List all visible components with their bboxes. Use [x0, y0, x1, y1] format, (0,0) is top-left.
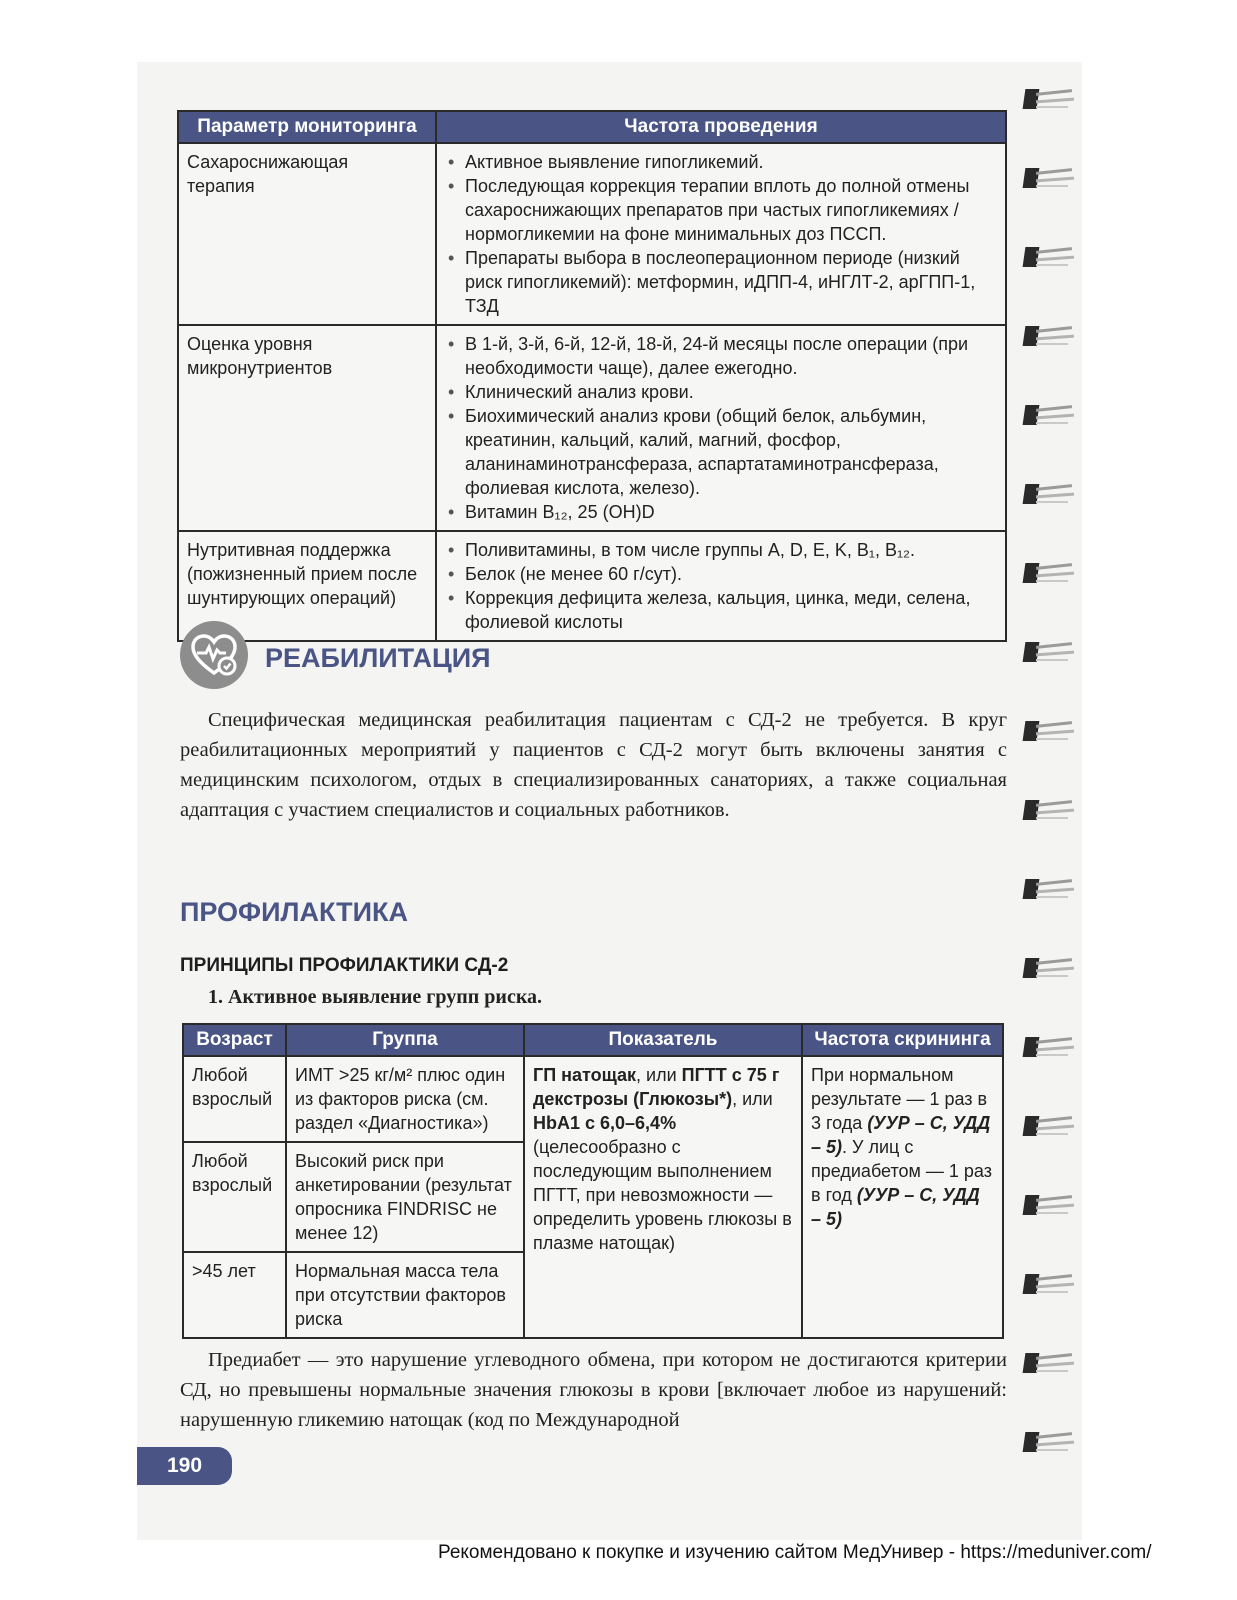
indicator-bold: HbA1 с 6,0–6,4%: [533, 1113, 677, 1133]
spiral-ring: [1022, 322, 1074, 348]
spiral-ring: [1022, 480, 1074, 506]
frequency-cell: [436, 143, 1006, 325]
list-item: • Препараты выбора в послеоперационном периоде (низкий риск гипогликемий): метформин, иДПП-4, иНГЛТ-2, арГПП-1, ТЗД: [465, 246, 997, 318]
heart-pulse-icon: [180, 621, 248, 689]
column-header: Показатель: [524, 1024, 802, 1056]
indicator-text: (целесообразно с последующим выполнением ПГТТ, при невозможности — определить уровень глюкозы в плазме натощак): [533, 1137, 792, 1253]
spiral-ring: [1022, 717, 1074, 743]
frequency-cell: [802, 1056, 1003, 1338]
monitoring-table: [177, 110, 1007, 642]
list-item: • Поливитамины, в том числе группы A, D, E, K, B₁, B₁₂.: [465, 538, 997, 562]
param-line: Оценка уровня: [187, 334, 313, 354]
table-header-row: [183, 1024, 1003, 1056]
spiral-ring: [1022, 875, 1074, 901]
column-header: Параметр мониторинга: [178, 111, 436, 143]
list-item: • Коррекция дефицита железа, кальция, цинка, меди, селена, фолиевой кислоты: [465, 586, 997, 634]
frequency-text: При нормальном результате — 1 раз в 3 года: [811, 1065, 988, 1133]
frequency-text: . У лиц с предиабетом — 1 раз в год: [811, 1137, 992, 1205]
column-header: Группа: [286, 1024, 524, 1056]
spiral-ring: [1022, 954, 1074, 980]
group-cell: Высокий риск при анкетировании (результат опросника FINDRISC не менее 12): [286, 1142, 524, 1252]
param-line: микронутриентов: [187, 358, 333, 378]
rehab-paragraph: Специфическая медицинская реабилитация пациентам с СД-2 не требуется. В круг реабилитационных мероприятий у пациентов с СД-2 могут быть включены занятия с медицинским психологом, отдых в специализированных санаториях, а также социальная адаптация с участием специалистов и социальных работников.: [180, 709, 1007, 821]
indicator-text: , или: [732, 1089, 773, 1109]
param-line: (пожизненный прием после: [187, 564, 418, 584]
column-header: Частота скрининга: [802, 1024, 1003, 1056]
prevention-heading: ПРОФИЛАКТИКА: [180, 897, 408, 927]
frequency-bold: (УУР – С, УДД – 5): [811, 1185, 980, 1229]
spiral-ring: [1022, 638, 1074, 664]
age-cell: Любой взрослый: [183, 1056, 286, 1142]
spiral-ring: [1022, 85, 1074, 111]
list-item: • Биохимический анализ крови (общий белок, альбумин, креатинин, кальций, калий, магний, фосфор, аланинаминотрансфераза, аспартатаминотрансфераза, фолиевая кислота, железо).: [465, 404, 997, 500]
group-cell: Нормальная масса тела при отсутствии факторов риска: [286, 1252, 524, 1338]
footer-text: Рекомендовано к покупке и изучению сайтом МедУнивер - https://meduniver.com/: [438, 1542, 1152, 1563]
spiral-ring: [1022, 164, 1074, 190]
table-row: [183, 1056, 1003, 1142]
spiral-ring: [1022, 243, 1074, 269]
spiral-ring: [1022, 559, 1074, 585]
list-item: • Клинический анализ крови.: [465, 380, 997, 404]
table-row: [178, 531, 1006, 641]
frequency-cell: [436, 531, 1006, 641]
list-item: • Активное выявление гипогликемий.: [465, 150, 997, 174]
rehab-heading: РЕАБИЛИТАЦИЯ: [265, 643, 491, 673]
spiral-binding: [1022, 85, 1082, 1505]
list-item: • В 1-й, 3-й, 6-й, 12-й, 18-й, 24-й месяцы после операции (при необходимости чаще), далее ежегодно.: [465, 332, 997, 380]
principles-subheading: ПРИНЦИПЫ ПРОФИЛАКТИКИ СД-2: [180, 955, 509, 976]
table-row: [178, 143, 1006, 325]
principle-item: 1. Активное выявление групп риска.: [208, 986, 543, 1008]
list-item: • Последующая коррекция терапии вплоть до полной отмены сахароснижающих препаратов при частых гипогликемиях / нормогликемии на фоне минимальных доз ПССП.: [465, 174, 997, 246]
spiral-ring: [1022, 1349, 1074, 1375]
list-item: • Белок (не менее 60 г/сут).: [465, 562, 997, 586]
spiral-ring: [1022, 1428, 1074, 1454]
frequency-bold: (УУР – С, УДД – 5): [811, 1113, 991, 1157]
indicator-bold: ПГТТ с 75 г декстрозы (Глюкозы*): [533, 1065, 780, 1109]
spiral-ring: [1022, 1270, 1074, 1296]
age-cell: Любой взрослый: [183, 1142, 286, 1252]
spiral-ring: [1022, 796, 1074, 822]
indicator-bold: ГП натощак: [533, 1065, 637, 1085]
frequency-cell: [436, 325, 1006, 531]
column-header: Частота проведения: [436, 111, 1006, 143]
list-item: • Витамин B₁₂, 25 (OH)D: [465, 500, 997, 524]
spiral-ring: [1022, 1033, 1074, 1059]
table-header-row: [178, 111, 1006, 143]
param-line: Нутритивная поддержка: [187, 540, 391, 560]
age-cell: >45 лет: [183, 1252, 286, 1338]
param-cell: [178, 325, 436, 531]
table-row: [178, 325, 1006, 531]
indicator-cell: [524, 1056, 802, 1338]
param-cell: [178, 143, 436, 325]
spiral-ring: [1022, 1112, 1074, 1138]
param-line: терапия: [187, 176, 255, 196]
spiral-ring: [1022, 1191, 1074, 1217]
column-header: Возраст: [183, 1024, 286, 1056]
param-line: шунтирующих операций): [187, 588, 397, 608]
prediabetes-paragraph: Предиабет — это нарушение углеводного обмена, при котором не достигаются критерии СД, но превышены нормальные значения глюкозы в крови [включает любое из нарушений: нарушенную гликемию натощак (код по Международной: [180, 1349, 1007, 1431]
param-line: Сахароснижающая: [187, 152, 349, 172]
page-number: 190: [137, 1447, 232, 1485]
spiral-ring: [1022, 401, 1074, 427]
indicator-text: , или: [636, 1065, 682, 1085]
screening-table: [182, 1023, 1004, 1339]
group-cell: ИМТ >25 кг/м² плюс один из факторов риска (см. раздел «Диагностика»): [286, 1056, 524, 1142]
